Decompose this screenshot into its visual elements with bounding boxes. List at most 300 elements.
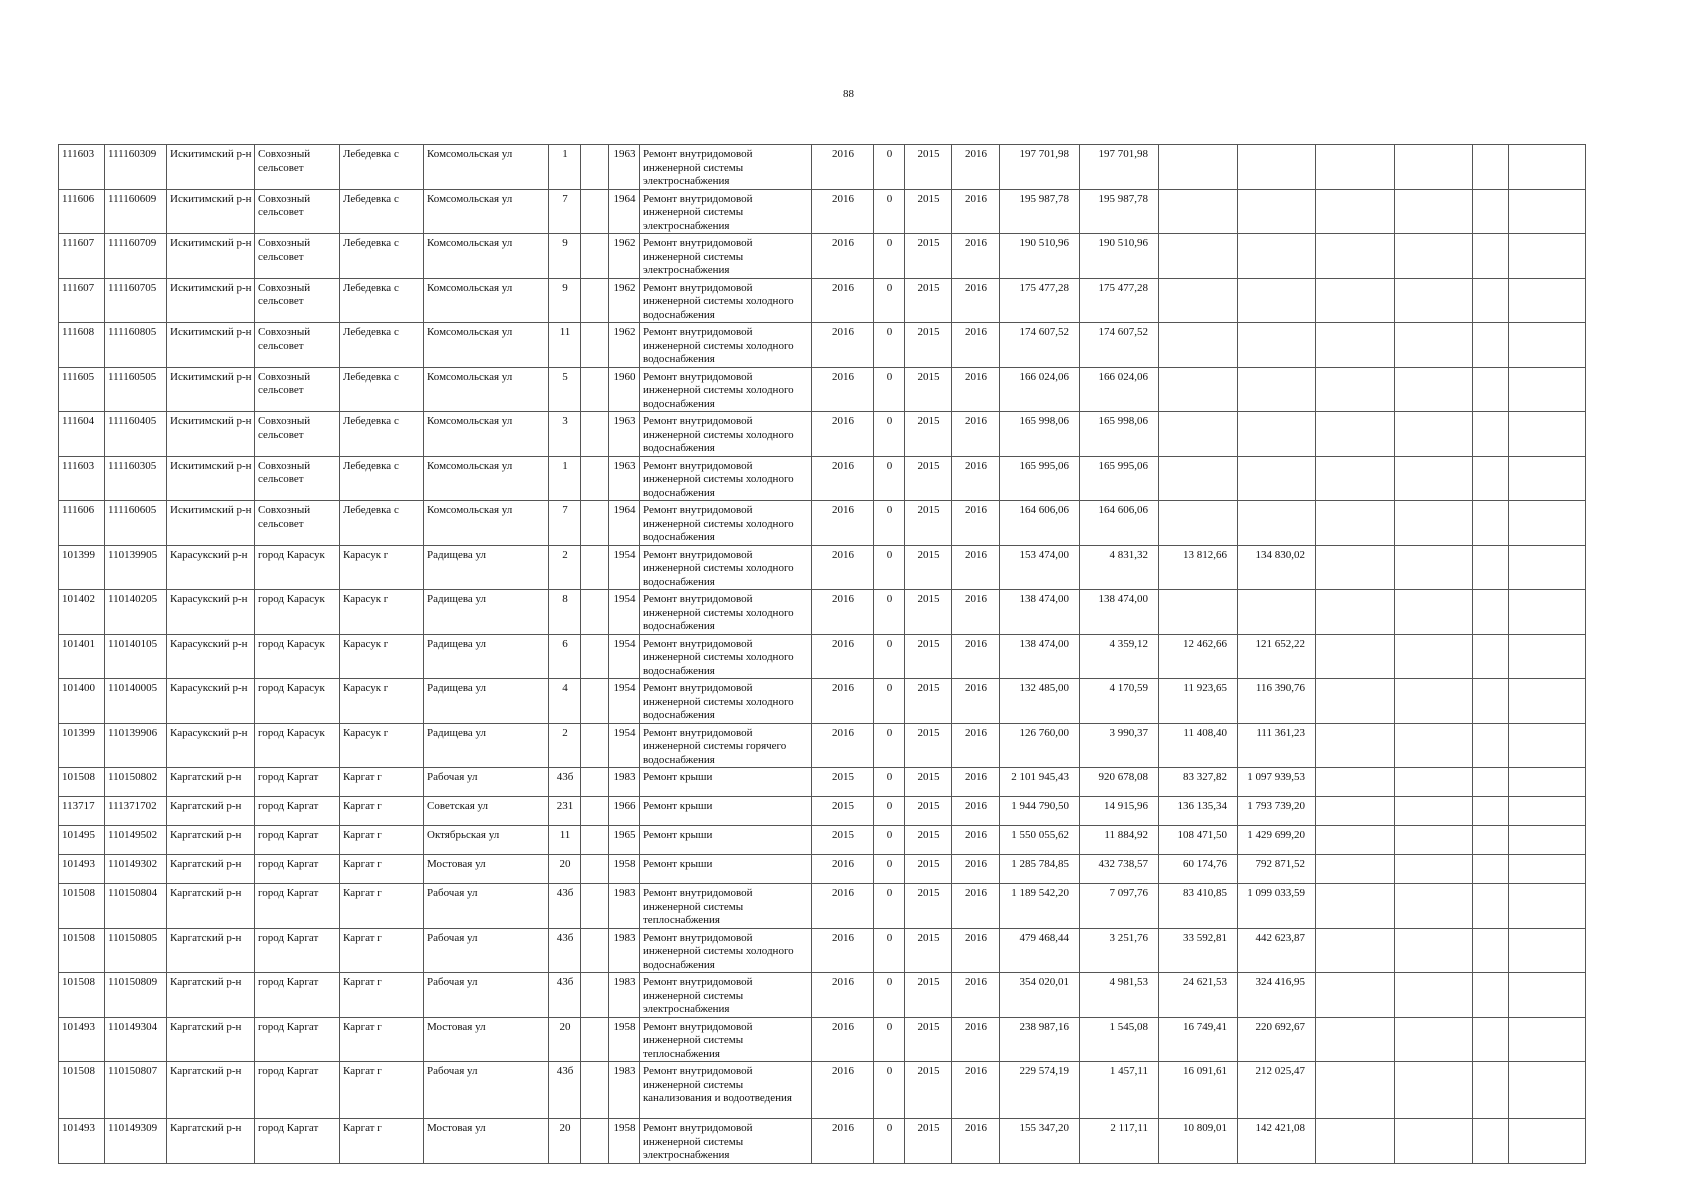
- cell-regional-fund: 212 025,47: [1238, 1062, 1316, 1119]
- cell-flag: 0: [874, 234, 905, 279]
- cell-col-22: [1509, 367, 1586, 412]
- cell-work-type: Ремонт внутридомовой инженерной системы холодного водоснабжения: [640, 928, 812, 973]
- table-row: [59, 1119, 1586, 1164]
- cell-house-number: 8: [549, 590, 581, 635]
- cell-col-22: [1509, 545, 1586, 590]
- cell-work-type: Ремонт крыши: [640, 797, 812, 826]
- cell-municipality: Совхозный сельсовет: [255, 367, 340, 412]
- cell-total-cost: 165 998,06: [1000, 412, 1080, 457]
- cell-settlement: Каргат г: [340, 928, 424, 973]
- cell-settlement: Лебедевка с: [340, 456, 424, 501]
- cell-col-21: [1473, 723, 1509, 768]
- cell-total-cost: 164 606,06: [1000, 501, 1080, 546]
- cell-object-code: 111608: [59, 323, 105, 368]
- cell-house-number: 9: [549, 234, 581, 279]
- cell-street: Комсомольская ул: [424, 189, 549, 234]
- cell-owner-funds: 1 545,08: [1080, 1017, 1159, 1062]
- cell-col-20: [1395, 189, 1473, 234]
- cell-district: Искитимский р-н: [167, 501, 255, 546]
- cell-regional-fund: [1238, 323, 1316, 368]
- cell-municipality: Совхозный сельсовет: [255, 456, 340, 501]
- cell-end-year: 2016: [952, 826, 1000, 855]
- cell-col-22: [1509, 1062, 1586, 1119]
- cell-district: Каргатский р-н: [167, 973, 255, 1018]
- cell-work-type: Ремонт внутридомовой инженерной системы холодного водоснабжения: [640, 278, 812, 323]
- cell-total-cost: 174 607,52: [1000, 323, 1080, 368]
- cell-col-20: [1395, 1119, 1473, 1164]
- cell-start-year: 2015: [905, 323, 952, 368]
- cell-flag: 0: [874, 145, 905, 190]
- cell-work-type: Ремонт внутридомовой инженерной системы холодного водоснабжения: [640, 545, 812, 590]
- cell-flag: 0: [874, 545, 905, 590]
- cell-work-code: 110139905: [105, 545, 167, 590]
- cell-regional-fund: 1 097 939,53: [1238, 768, 1316, 797]
- cell-year-built: 1954: [609, 723, 640, 768]
- cell-total-cost: 126 760,00: [1000, 723, 1080, 768]
- cell-start-year: 2015: [905, 723, 952, 768]
- cell-end-year: 2016: [952, 1017, 1000, 1062]
- cell-object-code: 101508: [59, 768, 105, 797]
- cell-house-number: 20: [549, 855, 581, 884]
- cell-owner-funds: 3 990,37: [1080, 723, 1159, 768]
- cell-settlement: Лебедевка с: [340, 234, 424, 279]
- cell-col-19: [1316, 501, 1395, 546]
- cell-total-cost: 132 485,00: [1000, 679, 1080, 724]
- cell-col-21: [1473, 590, 1509, 635]
- cell-total-cost: 1 944 790,50: [1000, 797, 1080, 826]
- table-row: [59, 797, 1586, 826]
- cell-col-20: [1395, 855, 1473, 884]
- cell-district: Каргатский р-н: [167, 797, 255, 826]
- cell-work-code: 111160309: [105, 145, 167, 190]
- cell-settlement: Каргат г: [340, 1119, 424, 1164]
- cell-total-cost: 138 474,00: [1000, 634, 1080, 679]
- cell-end-year: 2016: [952, 189, 1000, 234]
- cell-street: Рабочая ул: [424, 768, 549, 797]
- cell-district: Искитимский р-н: [167, 234, 255, 279]
- cell-end-year: 2016: [952, 723, 1000, 768]
- cell-col-20: [1395, 323, 1473, 368]
- cell-building: [581, 1119, 609, 1164]
- cell-col-22: [1509, 323, 1586, 368]
- cell-municipality: город Карасук: [255, 723, 340, 768]
- cell-building: [581, 367, 609, 412]
- cell-local-budget: 33 592,81: [1159, 928, 1238, 973]
- cell-col-21: [1473, 456, 1509, 501]
- cell-total-cost: 197 701,98: [1000, 145, 1080, 190]
- cell-start-year: 2015: [905, 797, 952, 826]
- cell-col-22: [1509, 1017, 1586, 1062]
- cell-street: Комсомольская ул: [424, 323, 549, 368]
- cell-district: Каргатский р-н: [167, 855, 255, 884]
- cell-house-number: 43б: [549, 973, 581, 1018]
- cell-col-21: [1473, 367, 1509, 412]
- cell-owner-funds: 197 701,98: [1080, 145, 1159, 190]
- cell-owner-funds: 4 170,59: [1080, 679, 1159, 724]
- cell-building: [581, 1017, 609, 1062]
- cell-municipality: Совхозный сельсовет: [255, 234, 340, 279]
- cell-end-year: 2016: [952, 590, 1000, 635]
- cell-start-year: 2015: [905, 367, 952, 412]
- cell-municipality: город Каргат: [255, 928, 340, 973]
- cell-object-code: 101508: [59, 928, 105, 973]
- cell-municipality: город Каргат: [255, 973, 340, 1018]
- cell-owner-funds: 11 884,92: [1080, 826, 1159, 855]
- cell-plan-year: 2016: [812, 189, 874, 234]
- cell-plan-year: 2016: [812, 1062, 874, 1119]
- cell-start-year: 2015: [905, 501, 952, 546]
- cell-building: [581, 723, 609, 768]
- cell-end-year: 2016: [952, 501, 1000, 546]
- table-row: [59, 884, 1586, 929]
- cell-district: Каргатский р-н: [167, 768, 255, 797]
- cell-local-budget: [1159, 412, 1238, 457]
- cell-total-cost: 155 347,20: [1000, 1119, 1080, 1164]
- cell-object-code: 111603: [59, 456, 105, 501]
- cell-flag: 0: [874, 679, 905, 724]
- cell-end-year: 2016: [952, 884, 1000, 929]
- table-row: [59, 768, 1586, 797]
- cell-work-code: 110150804: [105, 884, 167, 929]
- cell-street: Мостовая ул: [424, 855, 549, 884]
- cell-building: [581, 634, 609, 679]
- cell-col-19: [1316, 412, 1395, 457]
- cell-owner-funds: 2 117,11: [1080, 1119, 1159, 1164]
- cell-year-built: 1983: [609, 928, 640, 973]
- cell-col-19: [1316, 855, 1395, 884]
- cell-year-built: 1954: [609, 545, 640, 590]
- cell-local-budget: 16 091,61: [1159, 1062, 1238, 1119]
- cell-year-built: 1963: [609, 145, 640, 190]
- table-row: [59, 323, 1586, 368]
- cell-district: Каргатский р-н: [167, 1062, 255, 1119]
- cell-street: Октябрьская ул: [424, 826, 549, 855]
- table-row: [59, 1062, 1586, 1119]
- cell-col-21: [1473, 679, 1509, 724]
- cell-object-code: 111605: [59, 367, 105, 412]
- cell-col-22: [1509, 973, 1586, 1018]
- cell-owner-funds: 190 510,96: [1080, 234, 1159, 279]
- cell-building: [581, 278, 609, 323]
- cell-district: Каргатский р-н: [167, 884, 255, 929]
- cell-settlement: Лебедевка с: [340, 412, 424, 457]
- cell-local-budget: 83 327,82: [1159, 768, 1238, 797]
- cell-flag: 0: [874, 323, 905, 368]
- cell-municipality: город Карасук: [255, 545, 340, 590]
- cell-street: Мостовая ул: [424, 1119, 549, 1164]
- cell-local-budget: 24 621,53: [1159, 973, 1238, 1018]
- cell-house-number: 231: [549, 797, 581, 826]
- table-row: [59, 412, 1586, 457]
- cell-plan-year: 2016: [812, 855, 874, 884]
- cell-flag: 0: [874, 590, 905, 635]
- cell-col-21: [1473, 826, 1509, 855]
- cell-municipality: город Каргат: [255, 855, 340, 884]
- cell-work-code: 111160605: [105, 501, 167, 546]
- cell-plan-year: 2016: [812, 679, 874, 724]
- cell-plan-year: 2016: [812, 1017, 874, 1062]
- cell-year-built: 1963: [609, 412, 640, 457]
- cell-house-number: 43б: [549, 1062, 581, 1119]
- cell-col-21: [1473, 1017, 1509, 1062]
- cell-end-year: 2016: [952, 768, 1000, 797]
- cell-start-year: 2015: [905, 679, 952, 724]
- cell-municipality: город Каргат: [255, 1017, 340, 1062]
- cell-col-22: [1509, 234, 1586, 279]
- cell-col-19: [1316, 723, 1395, 768]
- cell-local-budget: 13 812,66: [1159, 545, 1238, 590]
- cell-municipality: Совхозный сельсовет: [255, 412, 340, 457]
- cell-work-type: Ремонт крыши: [640, 855, 812, 884]
- cell-flag: 0: [874, 797, 905, 826]
- table-row: [59, 1017, 1586, 1062]
- cell-regional-fund: 220 692,67: [1238, 1017, 1316, 1062]
- cell-col-20: [1395, 768, 1473, 797]
- cell-local-budget: 11 923,65: [1159, 679, 1238, 724]
- cell-col-22: [1509, 412, 1586, 457]
- cell-col-22: [1509, 679, 1586, 724]
- cell-house-number: 9: [549, 278, 581, 323]
- cell-street: Радищева ул: [424, 590, 549, 635]
- cell-building: [581, 826, 609, 855]
- cell-flag: 0: [874, 1119, 905, 1164]
- cell-owner-funds: 4 831,32: [1080, 545, 1159, 590]
- cell-object-code: 101493: [59, 1017, 105, 1062]
- cell-street: Советская ул: [424, 797, 549, 826]
- cell-col-21: [1473, 884, 1509, 929]
- cell-building: [581, 797, 609, 826]
- cell-year-built: 1964: [609, 501, 640, 546]
- cell-local-budget: 108 471,50: [1159, 826, 1238, 855]
- cell-street: Мостовая ул: [424, 1017, 549, 1062]
- cell-col-21: [1473, 634, 1509, 679]
- cell-year-built: 1962: [609, 323, 640, 368]
- cell-settlement: Карасук г: [340, 590, 424, 635]
- cell-object-code: 101401: [59, 634, 105, 679]
- cell-plan-year: 2015: [812, 797, 874, 826]
- cell-local-budget: 11 408,40: [1159, 723, 1238, 768]
- cell-col-21: [1473, 278, 1509, 323]
- cell-work-type: Ремонт внутридомовой инженерной системы холодного водоснабжения: [640, 590, 812, 635]
- cell-start-year: 2015: [905, 412, 952, 457]
- cell-house-number: 11: [549, 323, 581, 368]
- cell-street: Комсомольская ул: [424, 456, 549, 501]
- cell-municipality: Совхозный сельсовет: [255, 145, 340, 190]
- table-row: [59, 234, 1586, 279]
- cell-regional-fund: 1 793 739,20: [1238, 797, 1316, 826]
- cell-regional-fund: 324 416,95: [1238, 973, 1316, 1018]
- cell-col-19: [1316, 928, 1395, 973]
- cell-col-19: [1316, 189, 1395, 234]
- cell-plan-year: 2016: [812, 928, 874, 973]
- cell-house-number: 11: [549, 826, 581, 855]
- cell-flag: 0: [874, 501, 905, 546]
- cell-end-year: 2016: [952, 145, 1000, 190]
- cell-owner-funds: 7 097,76: [1080, 884, 1159, 929]
- cell-col-21: [1473, 323, 1509, 368]
- cell-end-year: 2016: [952, 679, 1000, 724]
- cell-settlement: Лебедевка с: [340, 278, 424, 323]
- cell-object-code: 101402: [59, 590, 105, 635]
- cell-regional-fund: 111 361,23: [1238, 723, 1316, 768]
- cell-end-year: 2016: [952, 278, 1000, 323]
- cell-end-year: 2016: [952, 412, 1000, 457]
- cell-flag: 0: [874, 1017, 905, 1062]
- cell-col-22: [1509, 855, 1586, 884]
- cell-col-19: [1316, 768, 1395, 797]
- cell-work-type: Ремонт внутридомовой инженерной системы холодного водоснабжения: [640, 501, 812, 546]
- cell-work-code: 110150802: [105, 768, 167, 797]
- cell-district: Искитимский р-н: [167, 323, 255, 368]
- cell-building: [581, 973, 609, 1018]
- cell-plan-year: 2016: [812, 723, 874, 768]
- cell-col-20: [1395, 501, 1473, 546]
- cell-plan-year: 2016: [812, 545, 874, 590]
- cell-municipality: Совхозный сельсовет: [255, 278, 340, 323]
- cell-house-number: 43б: [549, 768, 581, 797]
- cell-regional-fund: 1 099 033,59: [1238, 884, 1316, 929]
- cell-street: Рабочая ул: [424, 928, 549, 973]
- cell-col-21: [1473, 501, 1509, 546]
- cell-settlement: Каргат г: [340, 884, 424, 929]
- cell-plan-year: 2016: [812, 501, 874, 546]
- cell-street: Радищева ул: [424, 679, 549, 724]
- cell-district: Искитимский р-н: [167, 367, 255, 412]
- cell-col-19: [1316, 590, 1395, 635]
- cell-object-code: 111607: [59, 234, 105, 279]
- cell-local-budget: [1159, 278, 1238, 323]
- cell-district: Карасукский р-н: [167, 545, 255, 590]
- cell-regional-fund: [1238, 456, 1316, 501]
- cell-work-code: 110150809: [105, 973, 167, 1018]
- cell-col-20: [1395, 928, 1473, 973]
- cell-flag: 0: [874, 826, 905, 855]
- cell-end-year: 2016: [952, 855, 1000, 884]
- cell-col-20: [1395, 1062, 1473, 1119]
- cell-owner-funds: 175 477,28: [1080, 278, 1159, 323]
- cell-start-year: 2015: [905, 545, 952, 590]
- cell-local-budget: [1159, 501, 1238, 546]
- cell-municipality: город Каргат: [255, 768, 340, 797]
- cell-year-built: 1954: [609, 590, 640, 635]
- cell-end-year: 2016: [952, 973, 1000, 1018]
- cell-municipality: город Каргат: [255, 826, 340, 855]
- cell-year-built: 1966: [609, 797, 640, 826]
- cell-col-21: [1473, 145, 1509, 190]
- cell-col-21: [1473, 768, 1509, 797]
- cell-building: [581, 501, 609, 546]
- cell-work-type: Ремонт внутридомовой инженерной системы электроснабжения: [640, 234, 812, 279]
- cell-col-21: [1473, 928, 1509, 973]
- cell-end-year: 2016: [952, 545, 1000, 590]
- cell-start-year: 2015: [905, 189, 952, 234]
- cell-building: [581, 884, 609, 929]
- cell-street: Комсомольская ул: [424, 234, 549, 279]
- cell-plan-year: 2016: [812, 590, 874, 635]
- cell-street: Комсомольская ул: [424, 367, 549, 412]
- cell-work-code: 111371702: [105, 797, 167, 826]
- cell-col-19: [1316, 1017, 1395, 1062]
- cell-col-20: [1395, 412, 1473, 457]
- cell-building: [581, 768, 609, 797]
- cell-settlement: Каргат г: [340, 855, 424, 884]
- cell-col-19: [1316, 884, 1395, 929]
- cell-start-year: 2015: [905, 1017, 952, 1062]
- cell-work-type: Ремонт внутридомовой инженерной системы электроснабжения: [640, 1119, 812, 1164]
- cell-house-number: 6: [549, 634, 581, 679]
- cell-work-code: 110149302: [105, 855, 167, 884]
- cell-col-22: [1509, 456, 1586, 501]
- cell-year-built: 1958: [609, 1017, 640, 1062]
- cell-col-21: [1473, 189, 1509, 234]
- cell-settlement: Каргат г: [340, 797, 424, 826]
- cell-plan-year: 2016: [812, 412, 874, 457]
- cell-end-year: 2016: [952, 797, 1000, 826]
- page-number: 88: [843, 88, 854, 100]
- cell-year-built: 1965: [609, 826, 640, 855]
- cell-end-year: 2016: [952, 367, 1000, 412]
- cell-house-number: 4: [549, 679, 581, 724]
- cell-total-cost: 1 189 542,20: [1000, 884, 1080, 929]
- table-row: [59, 501, 1586, 546]
- cell-house-number: 20: [549, 1017, 581, 1062]
- cell-plan-year: 2016: [812, 278, 874, 323]
- table-row: [59, 367, 1586, 412]
- cell-col-21: [1473, 797, 1509, 826]
- cell-district: Искитимский р-н: [167, 456, 255, 501]
- cell-house-number: 2: [549, 545, 581, 590]
- table-row: [59, 855, 1586, 884]
- cell-house-number: 3: [549, 412, 581, 457]
- table-row: [59, 145, 1586, 190]
- table-row: [59, 723, 1586, 768]
- cell-building: [581, 456, 609, 501]
- cell-start-year: 2015: [905, 973, 952, 1018]
- cell-year-built: 1958: [609, 1119, 640, 1164]
- cell-building: [581, 590, 609, 635]
- cell-settlement: Карасук г: [340, 723, 424, 768]
- cell-flag: 0: [874, 928, 905, 973]
- cell-col-20: [1395, 973, 1473, 1018]
- cell-work-type: Ремонт внутридомовой инженерной системы электроснабжения: [640, 973, 812, 1018]
- cell-object-code: 111606: [59, 189, 105, 234]
- cell-owner-funds: 4 359,12: [1080, 634, 1159, 679]
- cell-building: [581, 145, 609, 190]
- cell-regional-fund: [1238, 412, 1316, 457]
- cell-total-cost: 138 474,00: [1000, 590, 1080, 635]
- cell-object-code: 111607: [59, 278, 105, 323]
- cell-work-type: Ремонт внутридомовой инженерной системы холодного водоснабжения: [640, 634, 812, 679]
- cell-plan-year: 2015: [812, 826, 874, 855]
- cell-col-19: [1316, 826, 1395, 855]
- cell-start-year: 2015: [905, 826, 952, 855]
- cell-regional-fund: 142 421,08: [1238, 1119, 1316, 1164]
- cell-year-built: 1958: [609, 855, 640, 884]
- cell-work-code: 110140205: [105, 590, 167, 635]
- cell-flag: 0: [874, 189, 905, 234]
- cell-col-22: [1509, 797, 1586, 826]
- cell-plan-year: 2016: [812, 973, 874, 1018]
- cell-col-22: [1509, 723, 1586, 768]
- cell-building: [581, 679, 609, 724]
- cell-municipality: Совхозный сельсовет: [255, 501, 340, 546]
- cell-start-year: 2015: [905, 278, 952, 323]
- cell-work-type: Ремонт внутридомовой инженерной системы канализования и водоотведения: [640, 1062, 812, 1119]
- cell-settlement: Лебедевка с: [340, 189, 424, 234]
- cell-street: Комсомольская ул: [424, 145, 549, 190]
- cell-end-year: 2016: [952, 634, 1000, 679]
- cell-col-22: [1509, 928, 1586, 973]
